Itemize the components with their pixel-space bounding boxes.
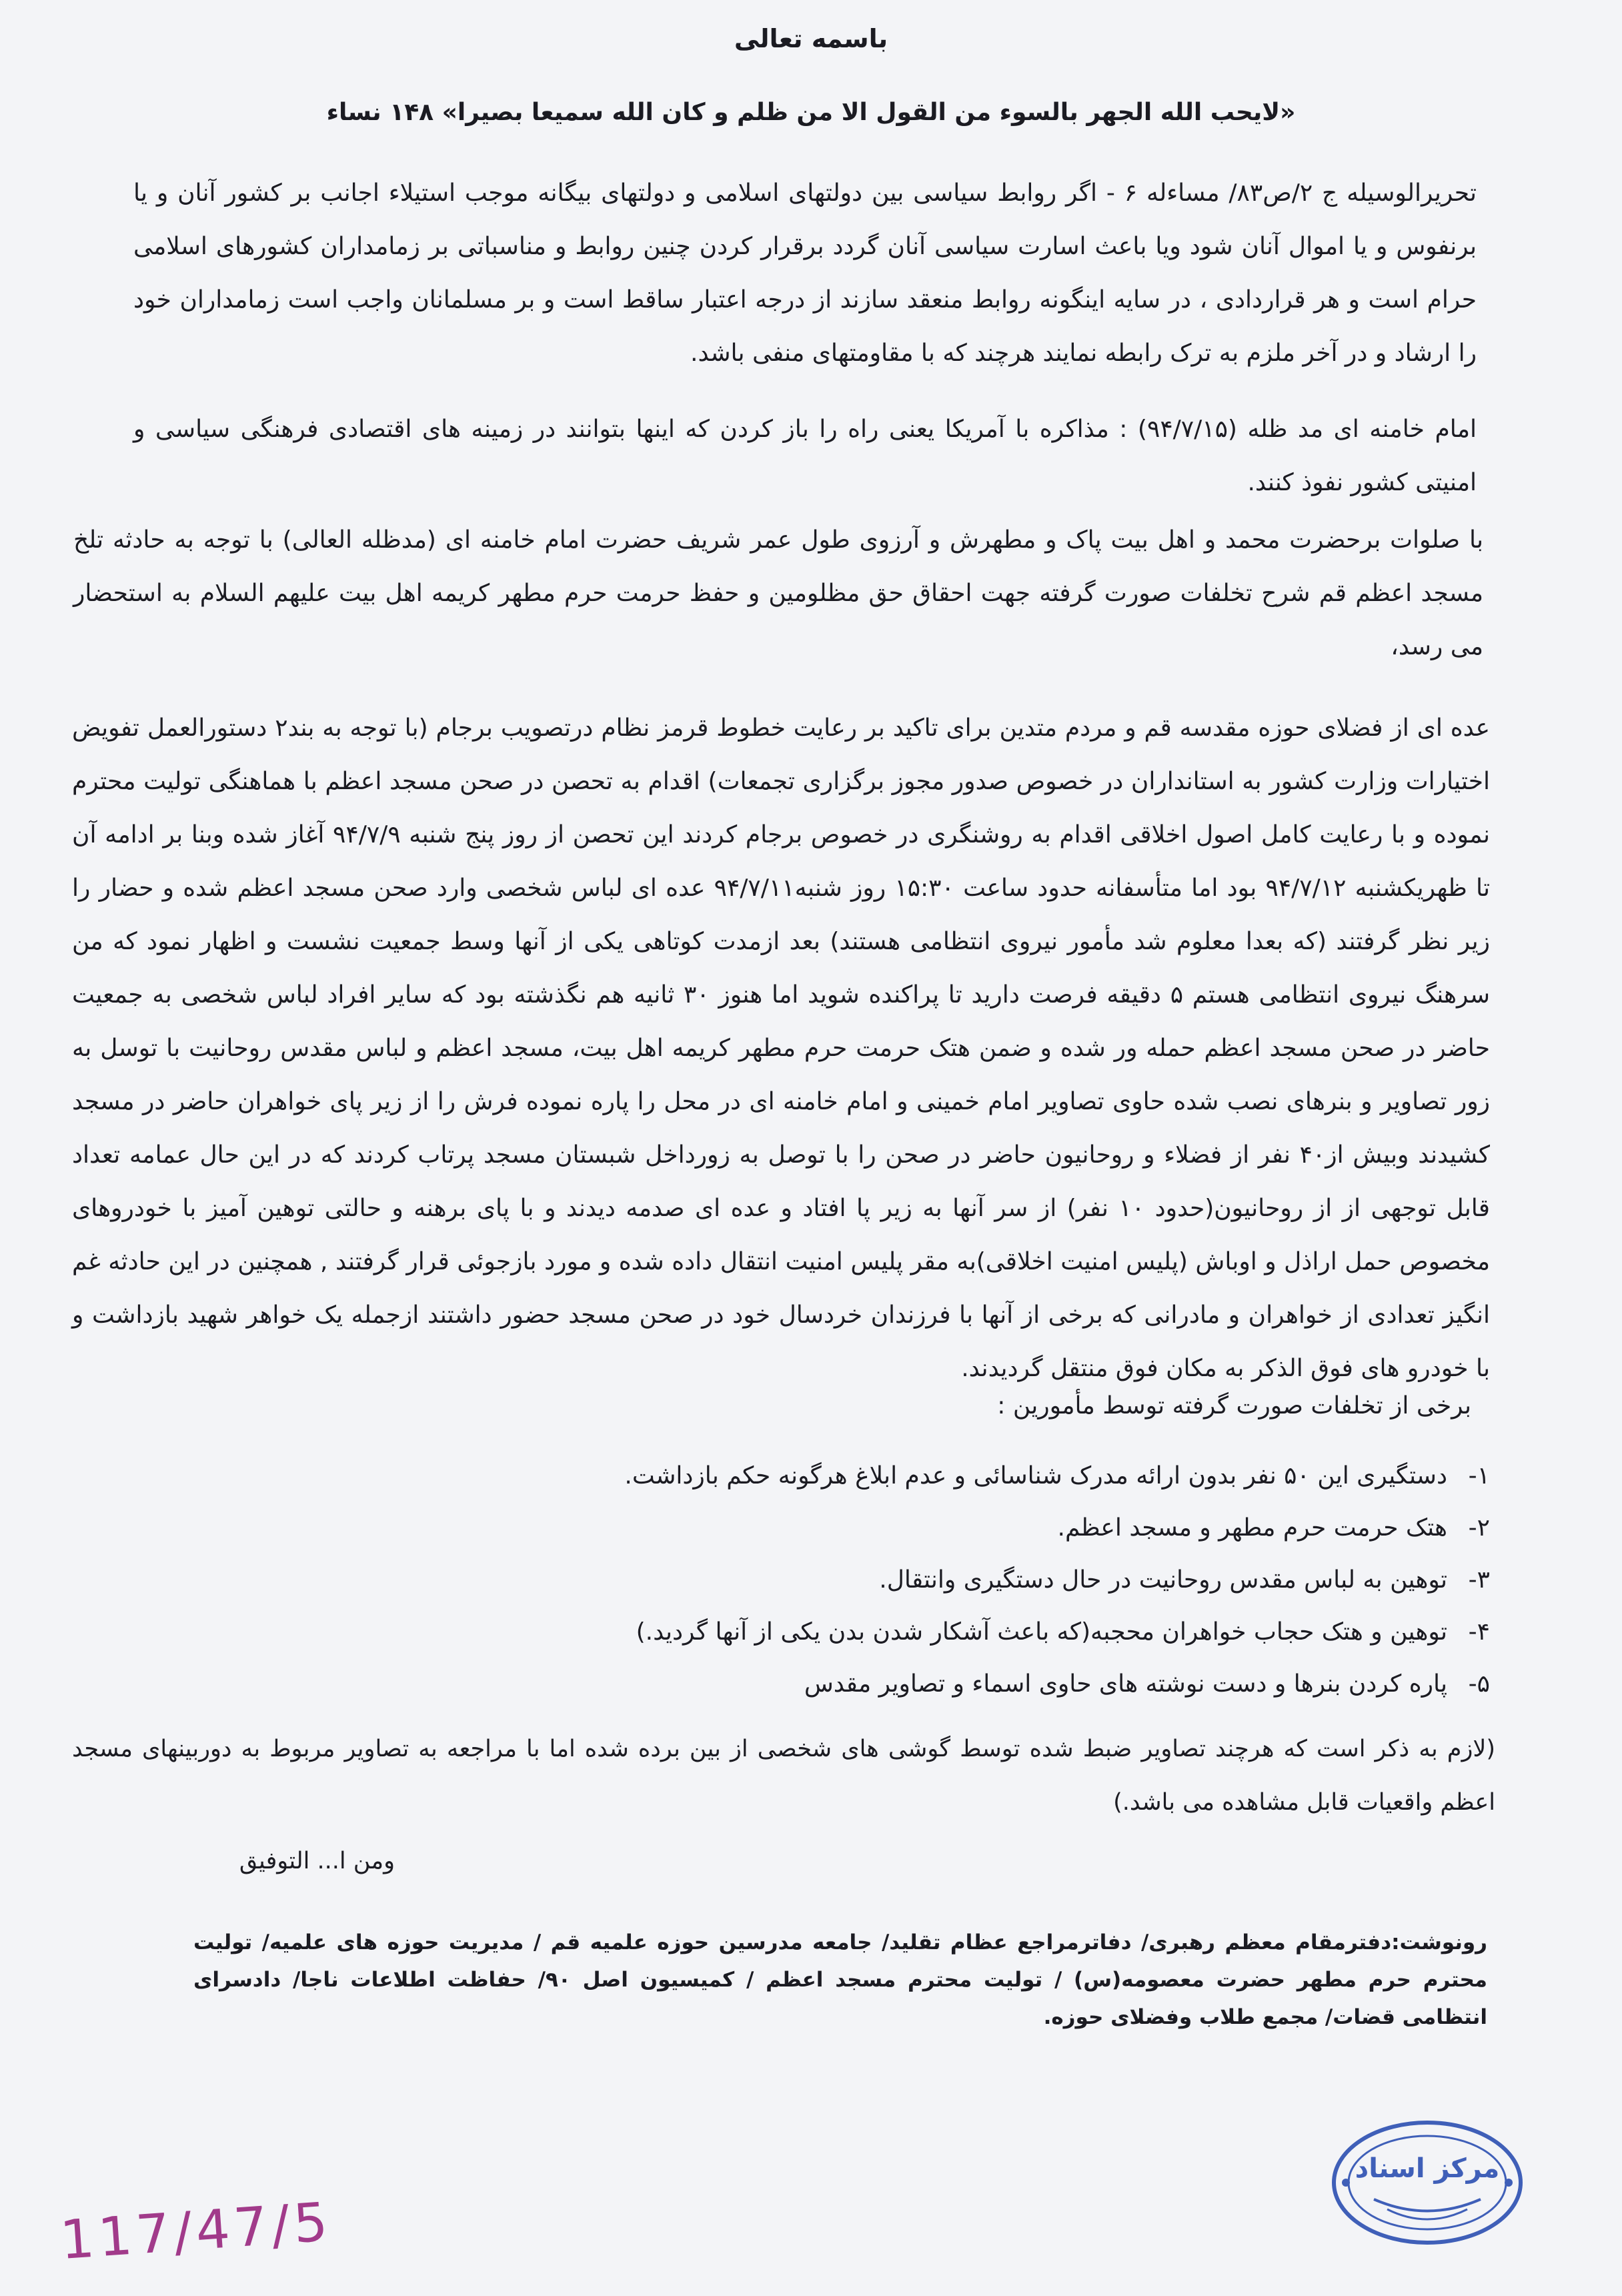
list-item-number: ۱-: [1468, 1462, 1490, 1490]
list-item-number: ۳-: [1468, 1566, 1490, 1594]
list-item-number: ۲-: [1468, 1514, 1490, 1542]
closing-phrase: ومن ا... التوفیق: [239, 1848, 395, 1874]
list-item: [333, 1450, 1490, 1502]
document-heading: باسمه تعالی: [734, 24, 888, 53]
list-item-text: هتک حرمت حرم مطهر و مسجد اعظم.: [1057, 1514, 1447, 1542]
quran-verse: «لایحب الله الجهر بالسوء من القول الا من ظلم و کان الله سمیعا بصیرا» ۱۴۸ نساء: [326, 99, 1296, 126]
paragraph-salutation: با صلوات برحضرت محمد و اهل بیت پاک و مطهرش و آرزوی طول عمر شریف حضرت امام خامنه ای (مدظله العالی) با توجه به حادثه تلخ مسجد اعظم قم شرح تخلفات صورت گرفته جهت احقاق حق مظلومین و حفظ حرمت حرم مطهر کریمه اهل بیت علیهم السلام به استحضار می رسد،: [73, 526, 1483, 660]
list-item-text: توهین به لباس مقدس روحانیت در حال دستگیری وانتقال.: [879, 1566, 1447, 1594]
violations-intro: برخی از تخلفات صورت گرفته توسط مأمورین :: [997, 1392, 1471, 1419]
list-item: [333, 1606, 1490, 1658]
paragraph-tahrir: تحریرالوسیله ج ۲/ص۸۳/ مساءله ۶ - اگر روابط سیاسی بین دولتهای اسلامی و دولتهای بیگانه موجب استیلاء اجانب بر کشور آنان و یا برنفوس و یا اموال آنان شود ویا باعث اسارت سیاسی آنان گردد برقرار کردن چنین روابط و مناسباتی بر زمامداران کشورهای اسلامی حرام است و هر قراردادی ، در سایه اینگونه روابط منعقد سازند از درجه اعتبار ساقط است و بر مسلمانان واجب است زمامداران خود را ارشاد و در آخر ملزم به ترک رابطه نمایند هرچند که با مقاومتهای منفی باشد.: [133, 179, 1477, 367]
stamp-text: مرکز اسناد: [1355, 2153, 1500, 2184]
list-item: [333, 1554, 1490, 1606]
paragraph-quote: امام خامنه ای مد ظله (۹۴/۷/۱۵) : مذاکره با آمریکا یعنی راه را باز کردن که اینها بتوانند در زمینه های اقتصادی فرهنگی سیاسی و امنیتی کشور نفوذ کنند.: [133, 416, 1477, 496]
list-item: [333, 1658, 1490, 1710]
list-item-text: توهین و هتک حجاب خواهران محجبه(که باعث آشکار شدن بدن یکی از آنها گردید.): [636, 1618, 1447, 1646]
list-item-number: ۴-: [1468, 1618, 1490, 1646]
list-item-text: دستگیری این ۵۰ نفر بدون ارائه مدرک شناسائی و عدم ابلاغ هرگونه حکم بازداشت.: [624, 1462, 1447, 1490]
archive-stamp: [1327, 2116, 1527, 2249]
paragraph-incident-report: عده ای از فضلای حوزه مقدسه قم و مردم متدین برای تاکید بر رعایت خطوط قرمز نظام درتصویب برجام (با توجه به بند۲ دستورالعمل تفویض اختیارات وزارت کشور به استانداران در خصوص صدور مجوز برگزاری تجمعات) اقدام به تحصن در صحن مسجد اعظم با هماهنگی تولیت محترم نموده و با رعایت کامل اصول اخلاقی اقدام به روشنگری در خصوص برجام کردند این تحصن از روز پنج شنبه ۹۴/۷/۹ آغاز شده وبنا بر ادامه آن تا ظهریکشنبه ۹۴/۷/۱۲ بود اما متأسفانه حدود ساعت ۱۵:۳۰ روز شنبه۹۴/۷/۱۱ عده ای لباس شخصی وارد صحن مسجد اعظم شده و حضار را زیر نظر گرفتند (که بعدا معلوم شد مأمور نیروی انتظامی هستند) بعد ازمدت کوتاهی یکی از آنها وسط جمعیت نشست و اظهار نمود که من سرهنگ نیروی انتظامی هستم ۵ دقیقه فرصت دارید تا پراکنده شوید اما هنوز ۳۰ ثانیه هم نگذشته بود که سایر افراد لباس شخصی به جمعیت حاضر در صحن مسجد اعظم حمله ور شده و ضمن هتک حرمت حرم مطهر کریمه اهل بیت، مسجد اعظم و لباس مقدس روحانیت با توسل به زور تصاویر و بنرهای نصب شده حاوی تصاویر امام خمینی و امام خامنه ای در محل را پاره نموده فرش را از زیر پای خواهران حاضر در مسجد کشیدند وبیش از۴۰ نفر از فضلاء و روحانیون حاضر در صحن را با توصل به زورداخل شبستان مسجد پرتاب کردند که در این حال عمامه تعداد قابل توجهی از از روحانیون(حدود ۱۰ نفر) از سر آنها به زیر پا افتاد و عده ای صدمه دیدند و با پای برهنه و حالتی توهین آمیز با خودروهای مخصوص حمل اراذل و اوباش (پلیس امنیت اخلاقی)به مقر پلیس امنیت انتقال داده شده و مورد بازجوئی قرار گرفتند , همچنین در این حادثه غم انگیز تعدادی از خواهران و مادرانی که برخی از آنها با فرزندان خردسال خود در صحن مسجد حضور داشتند ازجمله یک خواهر شهید بازداشت و با خودرو های فوق الذکر به مکان فوق منتقل گردیدند.: [72, 714, 1491, 1382]
list-item: [333, 1502, 1490, 1554]
cctv-note: (لازم به ذکر است که هرچند تصاویر ضبط شده توسط گوشی های شخصی از بین برده شده اما با مراجعه به تصاویر مربوط به دوربینهای مسجد اعظم واقعیات قابل مشاهده می باشد.): [72, 1736, 1495, 1816]
violations-list: [333, 1450, 1490, 1710]
handwritten-archive-number: 117/47/5: [58, 2190, 334, 2272]
carbon-copy-list: رونوشت:دفترمقام معظم رهبری/ دفاترمراجع عظام تقلید/ جامعه مدرسین حوزه علمیه قم / مدیریت حوزه های علمیه/ تولیت محترم حرم مطهر حضرت معصومه(س) / تولیت محترم مسجد اعظم / کمیسیون اصل ۹۰/ حفاظت اطلاعات ناجا/ دادسرای انتظامی قضات/ مجمع طلاب وفضلای حوزه.: [193, 1930, 1488, 2029]
list-item-text: پاره کردن بنرها و دست نوشته های حاوی اسماء و تصاویر مقدس: [804, 1670, 1447, 1698]
list-item-number: ۵-: [1468, 1670, 1490, 1698]
